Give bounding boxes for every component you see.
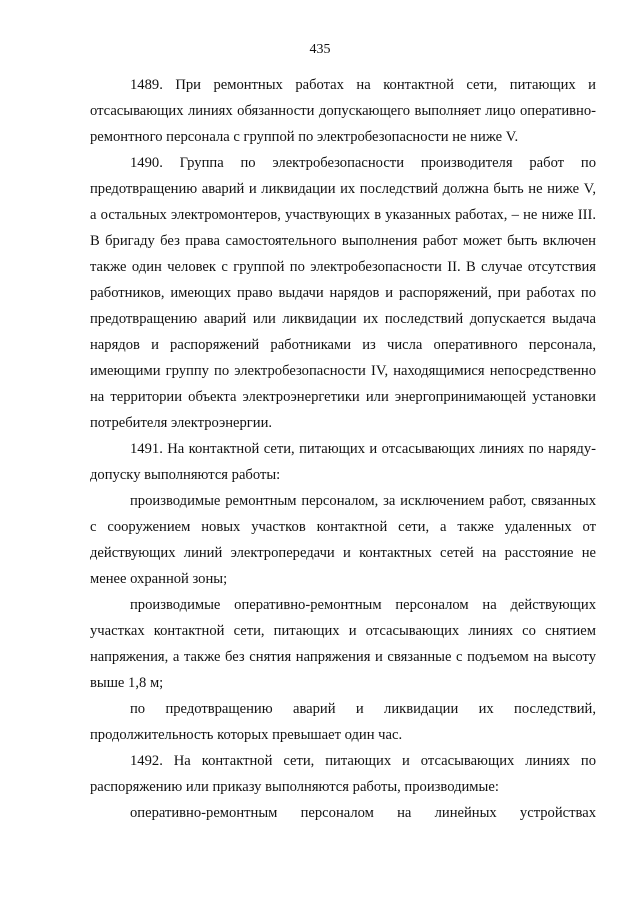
paragraph-1491: 1491. На контактной сети, питающих и отсасывающих линиях по наряду-допуску выполняются работы: bbox=[90, 441, 596, 483]
paragraph-1489: 1489. При ремонтных работах на контактной сети, питающих и отсасывающих линиях обязанности допускающего выполняет лицо оперативно-ремонтного персонала с группой по электробезопасности не ниже V. bbox=[90, 77, 596, 145]
list-item-operational-repair-personnel: производимые оперативно-ремонтным персоналом на действующих участках контактной сети, питающих и отсасывающих линиях со снятием напряжения, а также без снятия напряжения и связанные с подъемом на высоту выше 1,8 м; bbox=[90, 597, 596, 691]
list-item-accident-prevention: по предотвращению аварий и ликвидации их последствий, продолжительность которых превышает один час. bbox=[90, 701, 596, 743]
list-item-repair-personnel: производимые ремонтным персоналом, за исключением работ, связанных с сооружением новых участков контактной сети, а также удаленных от действующих линий электропередачи и контактных сетей на расстояние не менее охранной зоны; bbox=[90, 493, 596, 587]
document-body bbox=[90, 72, 596, 826]
paragraph-1492: 1492. На контактной сети, питающих и отсасывающих линиях по распоряжению или приказу выполняются работы, производимые: bbox=[90, 753, 596, 795]
paragraph-1490: 1490. Группа по электробезопасности производителя работ по предотвращению аварий и ликвидации их последствий должна быть не ниже V, а остальных электромонтеров, участвующих в указанных работах, – не ниже III. В бригаду без права самостоятельного выполнения работ может быть включен также один человек с группой по электробезопасности II. В случае отсутствия работников, имеющих право выдачи нарядов и распоряжений, при работах по предотвращению аварий или ликвидации их последствий допускается выдача нарядов и распоряжений работниками из числа оперативного персонала, имеющими группу по электробезопасности IV, находящимися непосредственно на территории объекта электроэнергетики или энергопринимающей установки потребителя электроэнергии. bbox=[90, 155, 596, 431]
list-item-linear-devices: оперативно-ремонтным персоналом на линейных устройствах bbox=[130, 805, 596, 821]
page-number: 435 bbox=[309, 42, 331, 57]
